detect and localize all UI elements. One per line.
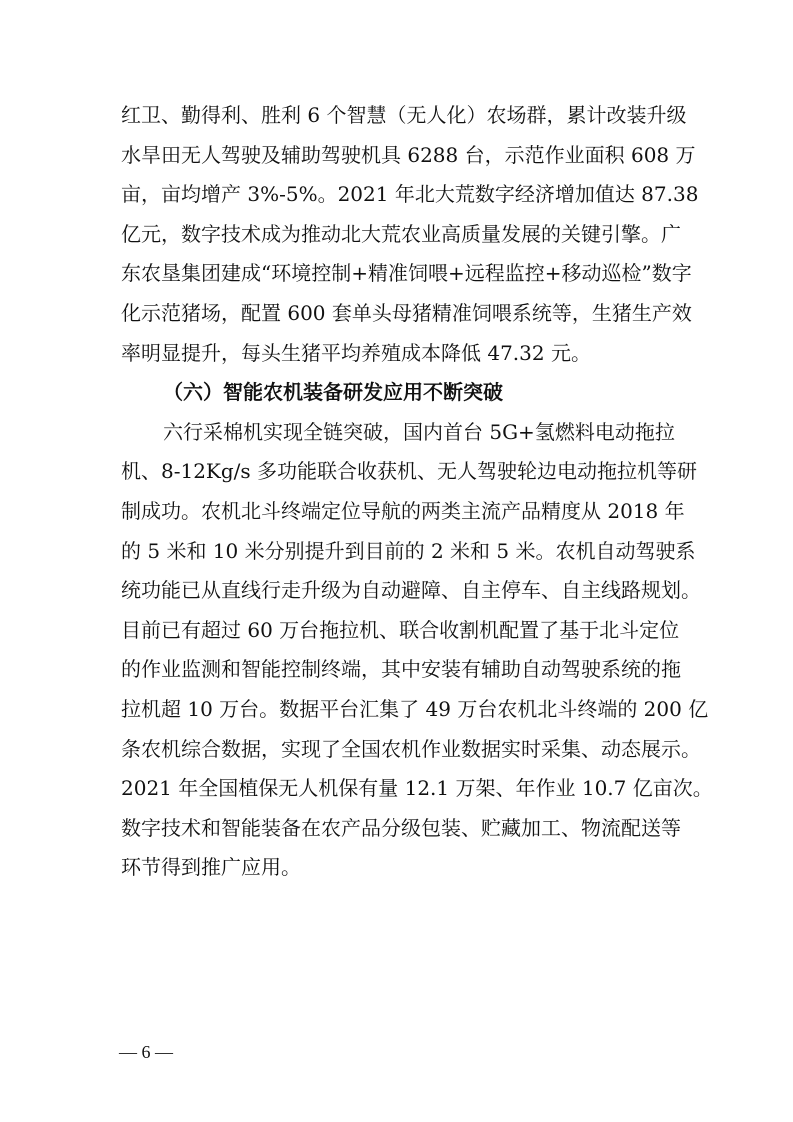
paragraph-line: 的作业监测和智能控制终端，其中安装有辅助自动驾驶系统的拖 xyxy=(121,657,681,682)
paragraph-line: 环节得到推广应用。 xyxy=(121,855,301,880)
page-number: — 6 — xyxy=(119,1042,173,1062)
paragraph-line: 机、8-12Kg/s 多功能联合收获机、无人驾驶轮边电动拖拉机等研 xyxy=(121,459,698,484)
paragraph-line: 拉机超 10 万台。数据平台汇集了 49 万台农机北斗终端的 200 亿 xyxy=(121,697,709,721)
paragraph-line: 制成功。农机北斗终端定位导航的两类主流产品精度从 2018 年 xyxy=(121,499,685,523)
paragraph-line: 红卫、勤得利、胜利 6 个智慧（无人化）农场群，累计改装升级 xyxy=(121,103,687,127)
paragraph-line: 亩，亩均增产 3%-5%。2021 年北大荒数字经济增加值达 87.38 xyxy=(121,182,699,207)
paragraph-line: 目前已有超过 60 万台拖拉机、联合收割机配置了基于北斗定位 xyxy=(121,617,680,642)
paragraph-line: 亿元，数字技术成为推动北大荒农业高质量发展的关键引擎。广 xyxy=(121,221,681,246)
paragraph-line: 率明显提升，每头生猪平均养殖成本降低 47.32 元。 xyxy=(121,340,591,365)
paragraph-line: 统功能已从直线行走升级为自动避障、自主停车、自主线路规划。 xyxy=(121,578,701,603)
paragraph-line: 数字技术和智能装备在农产品分级包装、贮藏加工、物流配送等 xyxy=(121,815,681,840)
section-heading: （六）智能农机装备研发应用不断突破 xyxy=(163,380,503,405)
paragraph-line: 的 5 米和 10 米分别提升到目前的 2 米和 5 米。农机自动驾驶系 xyxy=(121,538,696,563)
paragraph-line: 东农垦集团建成“环境控制+精准饲喂+远程监控+移动巡检”数字 xyxy=(121,261,692,286)
paragraph-line: 六行采棉机实现全链突破，国内首台 5G+氢燃料电动拖拉 xyxy=(163,419,675,444)
paragraph-line: 2021 年全国植保无人机保有量 12.1 万架、年作业 10.7 亿亩次。 xyxy=(121,776,713,801)
paragraph-line: 水旱田无人驾驶及辅助驾驶机具 6288 台，示范作业面积 608 万 xyxy=(121,142,696,167)
paragraph-line: 条农机综合数据，实现了全国农机作业数据实时采集、动态展示。 xyxy=(121,736,701,761)
paragraph-line: 化示范猪场，配置 600 套单头母猪精准饲喂系统等，生猪生产效 xyxy=(121,301,692,325)
